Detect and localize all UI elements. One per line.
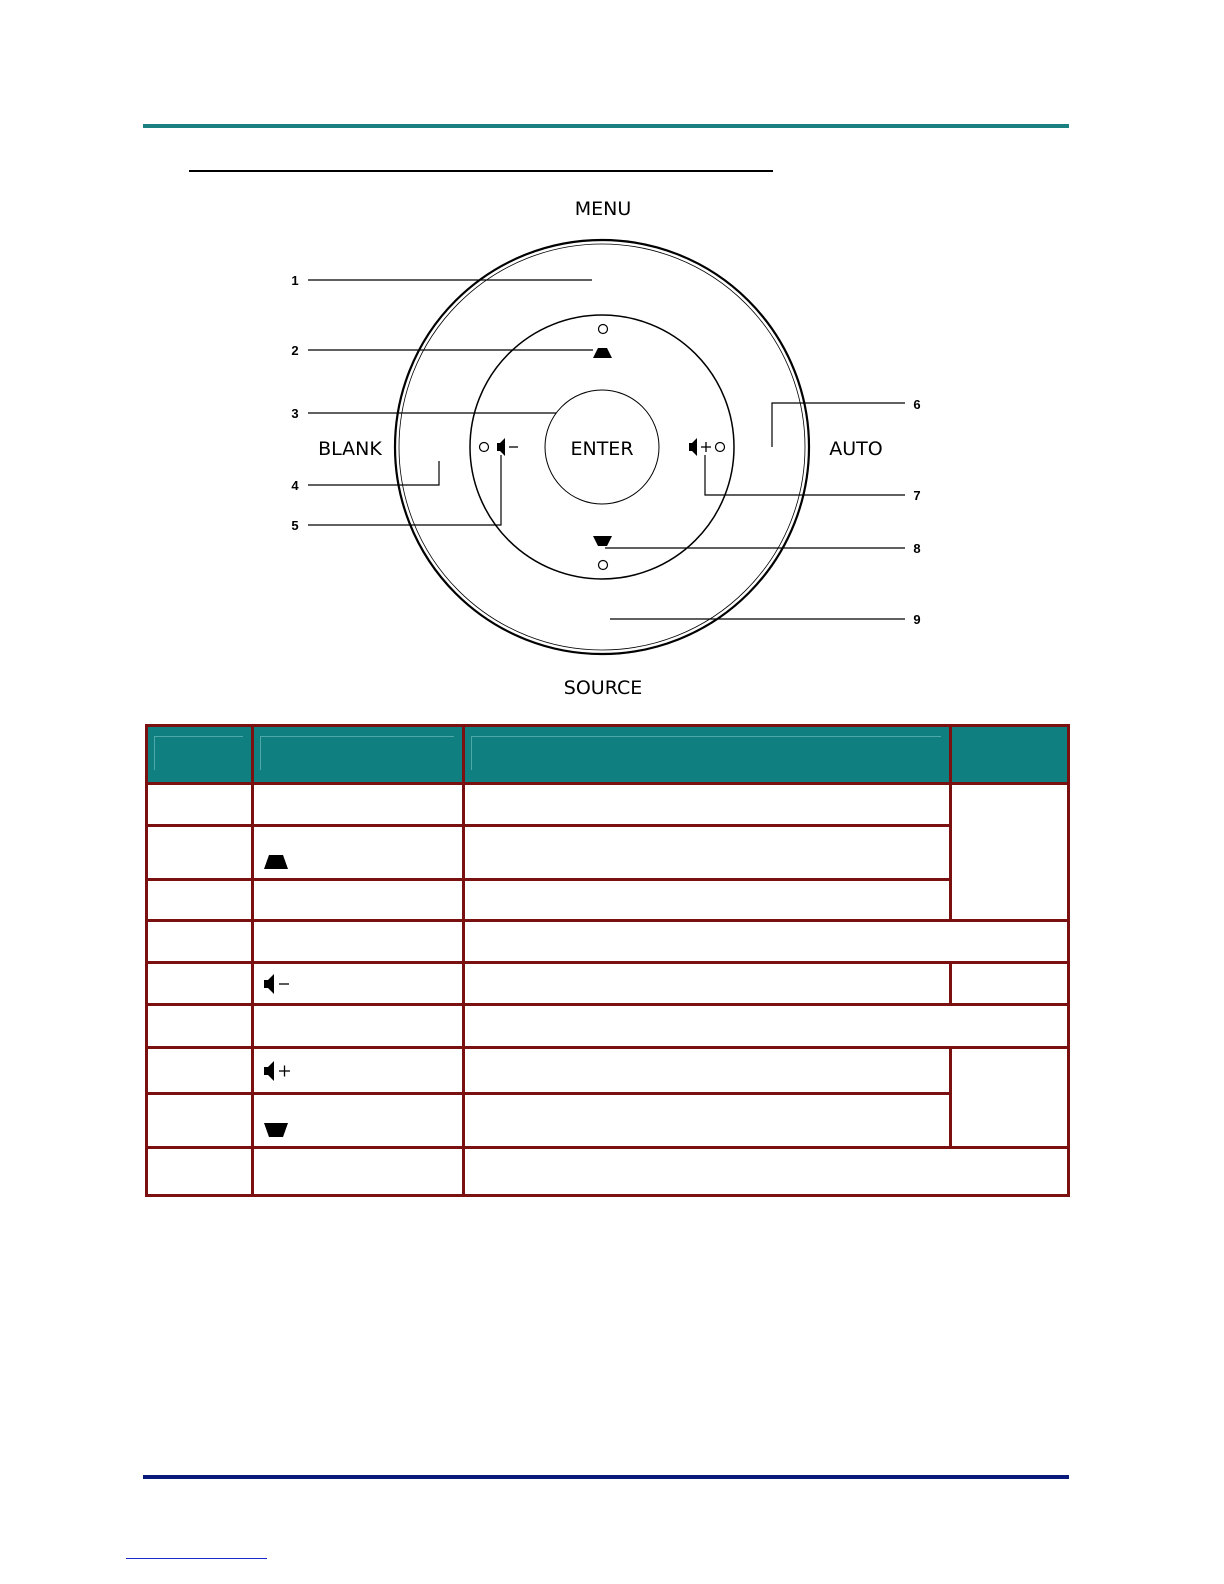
callout-number: 5 bbox=[291, 518, 299, 533]
volume-down-icon[interactable] bbox=[497, 438, 518, 456]
menu-label: MENU bbox=[574, 198, 632, 220]
keystone-up-icon[interactable] bbox=[593, 348, 612, 358]
table-row bbox=[147, 826, 1069, 880]
callout-number: 7 bbox=[913, 488, 921, 503]
table-row bbox=[147, 963, 1069, 1005]
source-label: SOURCE bbox=[563, 677, 643, 699]
key-function-table bbox=[145, 724, 1070, 1197]
table-row bbox=[147, 1005, 1069, 1048]
auto-label: AUTO bbox=[829, 438, 883, 460]
table-header-row bbox=[147, 726, 1069, 784]
callout-number: 9 bbox=[913, 612, 921, 627]
table-row bbox=[147, 1094, 1069, 1148]
led-indicator bbox=[480, 443, 489, 452]
table-row bbox=[147, 1148, 1069, 1196]
enter-label: ENTER bbox=[570, 438, 634, 460]
table-header-cell bbox=[253, 726, 464, 784]
volume-up-icon bbox=[264, 1061, 292, 1081]
callout-number: 6 bbox=[913, 397, 921, 412]
page-ref-cell bbox=[951, 1048, 1069, 1148]
keystone-up-icon bbox=[264, 855, 290, 869]
keypad-diagram bbox=[0, 0, 1224, 720]
table-row bbox=[147, 880, 1069, 921]
table-row bbox=[147, 921, 1069, 963]
table-header-cell bbox=[951, 726, 1069, 784]
callout-number: 3 bbox=[291, 406, 299, 421]
led-indicator bbox=[716, 443, 725, 452]
volume-up-icon[interactable] bbox=[689, 438, 711, 456]
table-row bbox=[147, 784, 1069, 826]
footer-link-underline bbox=[126, 1558, 267, 1559]
page-ref-cell bbox=[951, 784, 1069, 921]
led-indicator bbox=[599, 325, 608, 334]
blank-label: BLANK bbox=[318, 438, 382, 460]
callout-number: 2 bbox=[291, 343, 299, 358]
callout-number: 8 bbox=[913, 541, 921, 556]
table-header-cell bbox=[464, 726, 951, 784]
led-indicator bbox=[599, 561, 608, 570]
keystone-down-icon[interactable] bbox=[593, 536, 612, 546]
keystone-down-icon bbox=[264, 1123, 290, 1137]
callout-number: 4 bbox=[291, 478, 299, 493]
table-row bbox=[147, 1048, 1069, 1094]
footer-rule bbox=[143, 1475, 1069, 1479]
table-header-cell bbox=[147, 726, 253, 784]
volume-down-icon bbox=[264, 974, 292, 994]
callout-number: 1 bbox=[291, 273, 299, 288]
